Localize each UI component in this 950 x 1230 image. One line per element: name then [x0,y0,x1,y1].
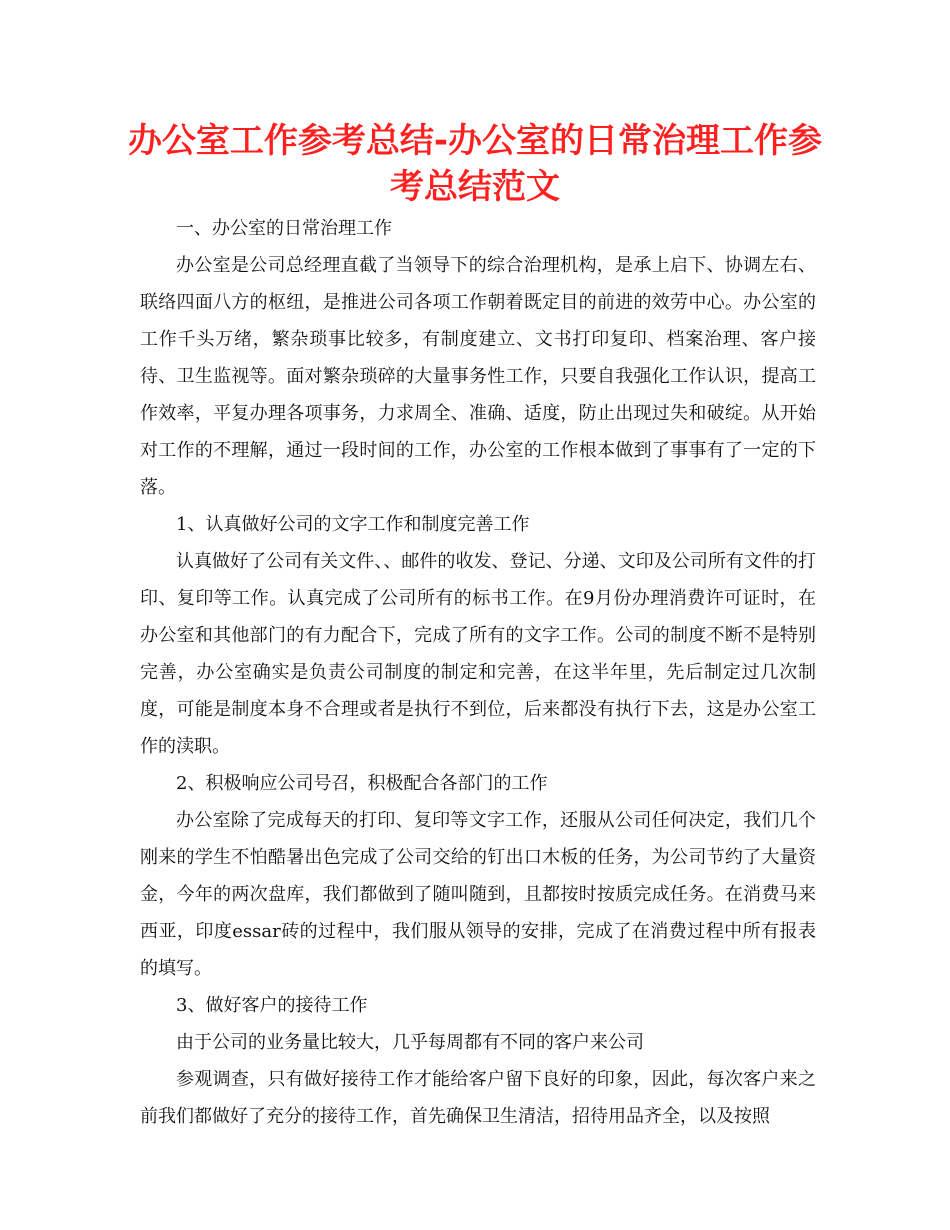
body-paragraph: 办公室是公司总经理直截了当领导下的综合治理机构，是承上启下、协调左右、联络四面八方的枢纽，是推进公司各项工作朝着既定目的前进的效劳中心。办公室的工作千头万绪，繁杂琐事比较多，有制度建立、文书打印复印、档案治理、客户接待、卫生监视等。面对繁杂琐碎的大量事务性工作，只要自我强化工作认识，提高工作效率，平复办理各项事务，力求周全、准确、适度，防止出现过失和破绽。从开始对工作的不理解，通过一段时间的工作，办公室的工作根本做到了事事有了一定的下落。 [140,255,816,498]
document-body [140,210,816,1135]
section-heading: 1、认真做好公司的文字工作和制度完善工作 [176,514,530,535]
section-heading: 3、做好客户的接待工作 [176,995,368,1016]
document-title: 办公室工作参考总结-办公室的日常治理工作参考总结范文 [127,121,823,207]
body-paragraph: 参观调查，只有做好接待工作才能给客户留下良好的印象，因此，每次客户来之前我们都做好了充分的接待工作，首先确保卫生清洁，招待用品齐全，以及按照 [140,1069,816,1127]
section-heading: 2、积极响应公司号召，积极配合各部门的工作 [176,773,548,794]
body-paragraph: 认真做好了公司有关文件、、邮件的收发、登记、分递、文印及公司所有文件的打印、复印等工作。认真完成了公司所有的标书工作。在9月份办理消费许可证时，在办公室和其他部门的有力配合下，完成了所有的文字工作。公司的制度不断不是特别完善，办公室确实是负责公司制度的制定和完善，在这半年里，先后制定过几次制度，可能是制度本身不合理或者是执行不到位，后来都没有执行下去，这是办公室工作的渎职。 [140,551,816,757]
section-heading: 一、办公室的日常治理工作 [176,218,392,239]
body-paragraph: 由于公司的业务量比较大，几乎每周都有不同的客户来公司 [176,1032,644,1053]
body-paragraph: 办公室除了完成每天的打印、复印等文字工作，还服从公司任何决定，我们几个刚来的学生不怕酷暑出色完成了公司交给的钉出口木板的任务，为公司节约了大量资金，今年的两次盘库，我们都做到了随叫随到，且都按时按质完成任务。在消费马来西亚，印度essar砖的过程中，我们服从领导的安排，完成了在消费过程中所有报表的填写。 [140,810,816,979]
